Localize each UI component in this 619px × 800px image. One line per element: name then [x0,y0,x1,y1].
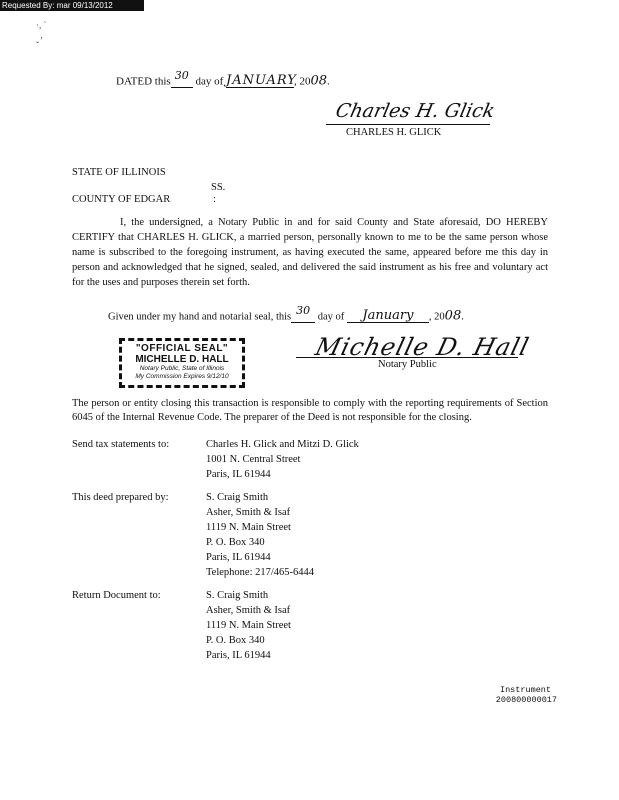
return-to-address [206,588,291,663]
dated-prefix: DATED this [116,75,171,88]
instrument-stamp [496,685,557,705]
venue-state: STATE OF ILLINOIS [72,167,166,178]
address-line: S. Craig Smith [206,590,269,601]
address-line: Charles H. Glick and Mitzi D. Glick [206,439,359,450]
given-year-suffix: 08 [444,308,462,324]
notary-seal [119,338,245,388]
address-line: P. O. Box 340 [206,635,265,646]
prepared-by-label: This deed prepared by: [72,492,169,503]
address-line: P. O. Box 340 [206,537,265,548]
given-prefix: Given under my hand and notarial seal, this [108,311,292,323]
dated-day-value: 30 [171,70,193,88]
given-day-label: day of [317,311,345,323]
instrument-label: Instrument [499,685,551,695]
return-to-label: Return Document to: [72,590,161,601]
notary-signature: Michelle D. Hall [312,333,533,361]
given-year-prefix: , 20 [428,311,445,323]
grantor-name: CHARLES H. GLICK [346,127,442,138]
address-line: Paris, IL 61944 [206,552,271,563]
grantor-signature-line [326,124,490,125]
dated-year-suffix: 08 [310,73,328,89]
seal-title: "OFFICIAL SEAL" [135,343,229,354]
dated-year-prefix: , 20 [294,75,311,88]
dated-end: . [327,75,330,88]
address-line: Paris, IL 61944 [206,469,271,480]
address-line: Telephone: 217/465-6444 [206,567,315,578]
dated-month-value: JANUARY [226,73,297,89]
tax-statements-address [206,437,359,482]
given-line [108,305,464,323]
address-line: Paris, IL 61944 [206,650,271,661]
address-line: S. Craig Smith [206,492,269,503]
venue-county: COUNTY OF EDGAR [72,194,171,205]
venue-ss: SS. [211,182,226,193]
notary-signature-line [296,357,518,358]
notary-title: Notary Public [378,359,437,370]
address-line: Asher, Smith & Isaf [206,507,291,518]
dated-line [116,70,330,88]
venue-county-colon: : [213,194,216,205]
dated-day-label: day of [195,75,224,88]
seal-state: Notary Public, State of Illinois [139,365,225,372]
address-line: 1119 N. Main Street [206,620,291,631]
seal-name: MICHELLE D. HALL [135,354,229,365]
address-line: 1001 N. Central Street [206,454,301,465]
grantor-signature: Charles H. Glick [333,100,497,122]
responsibility-note: The person or entity closing this transaction is responsible to comply with the reporting requirements of Section 6045 of the Internal Revenue Code. The preparer of the Deed is not responsible for the closing. [72,398,548,423]
address-line: Asher, Smith & Isaf [206,605,291,616]
seal-commission: My Commission Expires 9/12/10 [135,373,229,380]
tax-statements-label: Send tax statements to: [72,439,170,450]
instrument-number: 200800000017 [495,695,557,705]
address-line: 1119 N. Main Street [206,522,291,533]
prepared-by-address [206,490,314,580]
given-day-value: 30 [291,305,315,323]
scan-artifacts: ·, ˋ , ˇ [36,20,47,50]
given-end: . [461,311,464,323]
given-month-value: January [347,310,429,323]
request-banner: Requested By: mar 09/13/2012 [0,0,144,11]
notary-paragraph: I, the undersigned, a Notary Public in and for said County and State aforesaid, DO HEREBY CERTIFY that CHARLES H. GLICK, a married person, personally known to me to be the same person whose name is subscribed to the foregoing instrument, as having executed the same, appeared before me this day in person and acknowledged that he signed, sealed, and delivered the said instrument as his free and voluntary act for the uses and purposes therein set forth. [72,217,548,288]
